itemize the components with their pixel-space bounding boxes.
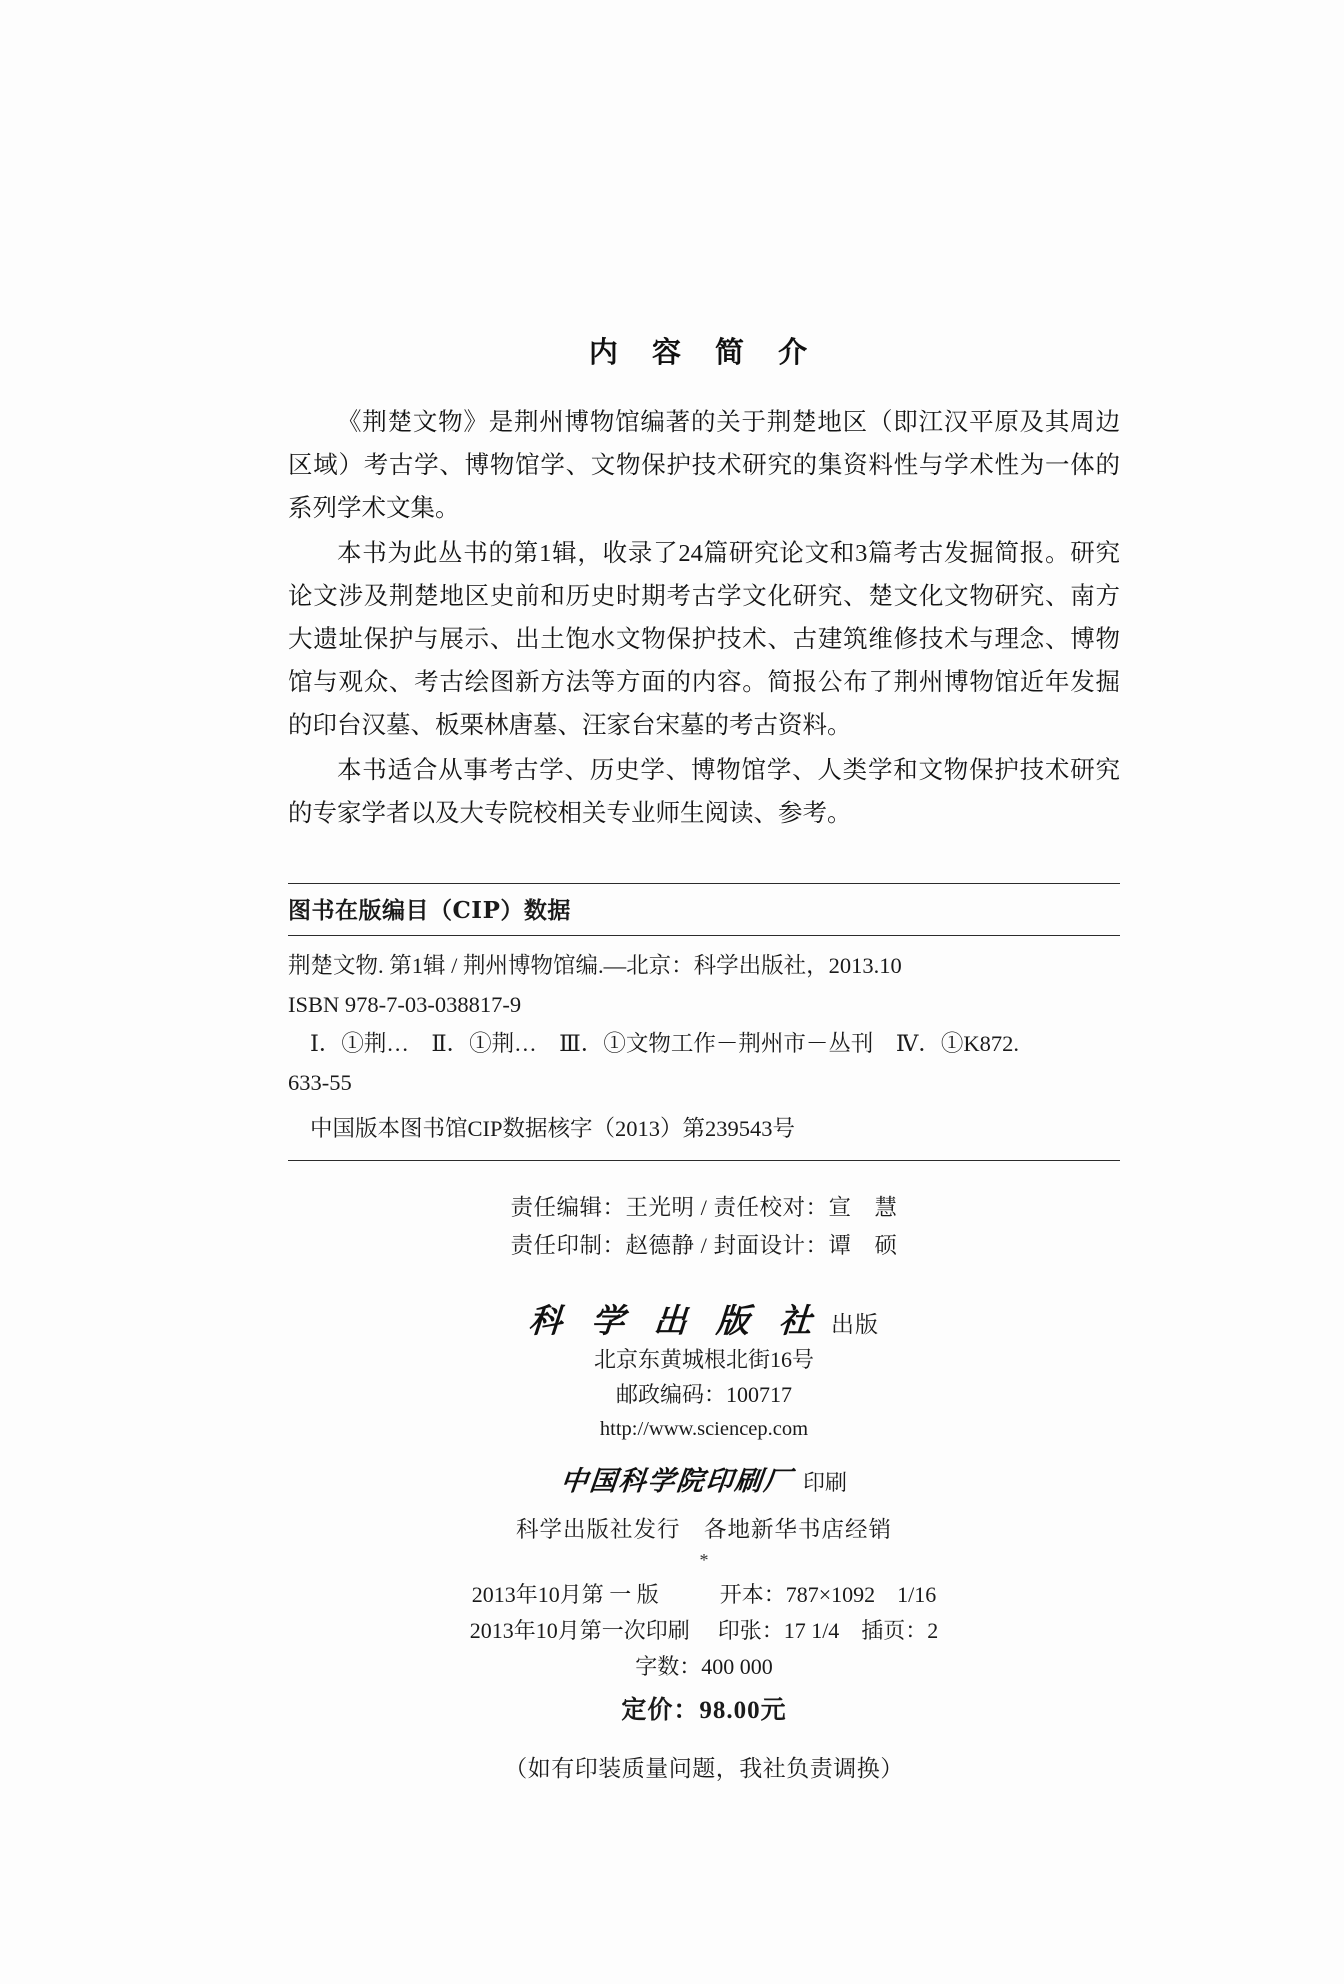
intro-paragraph-3: 本书适合从事考古学、历史学、博物馆学、人类学和文物保护技术研究的专家学者以及大专院校相关专业师生阅读、参考。 xyxy=(288,757,1120,827)
credits-line-2: 责任印制：赵德静 / 封面设计：谭 硕 xyxy=(510,1233,898,1258)
spec-row-1 xyxy=(288,1577,1120,1613)
publisher-block xyxy=(288,1265,1120,1571)
cip-line-3: Ⅰ．①荆… Ⅱ．①荆… Ⅲ．①文物工作－荆州市－丛刊 Ⅳ．①K872. xyxy=(310,1031,1019,1056)
publisher-logo: 科 学 出 版 社 xyxy=(527,1301,823,1340)
cip-lines xyxy=(288,936,1120,1160)
publisher-url: http://www.sciencep.com xyxy=(599,1418,809,1440)
printing-date: 2013年10月第一次印刷 xyxy=(469,1618,690,1643)
spec-row-2 xyxy=(288,1613,1120,1649)
printer-logo: 中国科学院印刷厂 xyxy=(559,1466,795,1497)
credits-block xyxy=(288,1161,1120,1265)
word-count: 字数：400 000 xyxy=(635,1654,773,1679)
printer-row xyxy=(288,1459,1120,1498)
sheet-count: 印张：17 1/4 插页：2 xyxy=(717,1618,939,1643)
page-content xyxy=(288,0,1120,1787)
edition-date: 2013年10月第 一 版 xyxy=(471,1582,659,1607)
intro-paragraph-2: 本书为此丛书的第1辑，收录了24篇研究论文和3篇考古发掘简报。研究论文涉及荆楚地区史前和历史时期考古学文化研究、楚文化文物研究、南方大遗址保护与展示、出土饱水文物保护技术、古建筑维修技术与理念、博物馆与观众、考古绘图新方法等方面的内容。简报公布了荆州博物馆近年发掘的印台汉墓、板栗林唐墓、汪家台宋墓的考古资料。 xyxy=(288,540,1120,739)
intro-body xyxy=(288,401,1120,835)
cip-block xyxy=(288,883,1120,1161)
distribution-line: 科学出版社发行 各地新华书店经销 xyxy=(515,1517,892,1542)
page-title: 内 容 简 介 xyxy=(588,335,820,369)
publisher-address: 北京东黄城根北街16号 xyxy=(593,1347,814,1372)
printer-suffix: 印刷 xyxy=(802,1470,847,1495)
cip-line-2: ISBN 978-7-03-038817-9 xyxy=(288,992,522,1017)
credits-line-1: 责任编辑：王光明 / 责任校对：宣 慧 xyxy=(510,1195,898,1220)
book-format: 开本：787×1092 1/16 xyxy=(719,1582,937,1607)
publisher-suffix: 出版 xyxy=(830,1312,879,1337)
specs-block xyxy=(288,1571,1120,1787)
cip-line-5: 中国版本图书馆CIP数据核字（2013）第239543号 xyxy=(310,1116,796,1141)
publisher-postcode: 邮政编码：100717 xyxy=(615,1382,792,1407)
cip-line-1: 荆楚文物. 第1辑 / 荆州博物馆编.—北京：科学出版社，2013.10 xyxy=(288,953,902,978)
publisher-name-row xyxy=(288,1295,1120,1342)
separator-star: * xyxy=(699,1550,709,1570)
cip-line-4: 633-55 xyxy=(288,1070,352,1095)
intro-paragraph-1: 《荆楚文物》是荆州博物馆编著的关于荆楚地区（即江汉平原及其周边区域）考古学、博物馆学、文物保护技术研究的集资料性与学术性为一体的系列学术文集。 xyxy=(288,409,1120,522)
cip-title: 图书在版编目（CIP）数据 xyxy=(288,897,571,924)
price: 定价：98.00元 xyxy=(621,1697,787,1724)
quality-note: （如有印装质量问题，我社负责调换） xyxy=(504,1756,904,1781)
